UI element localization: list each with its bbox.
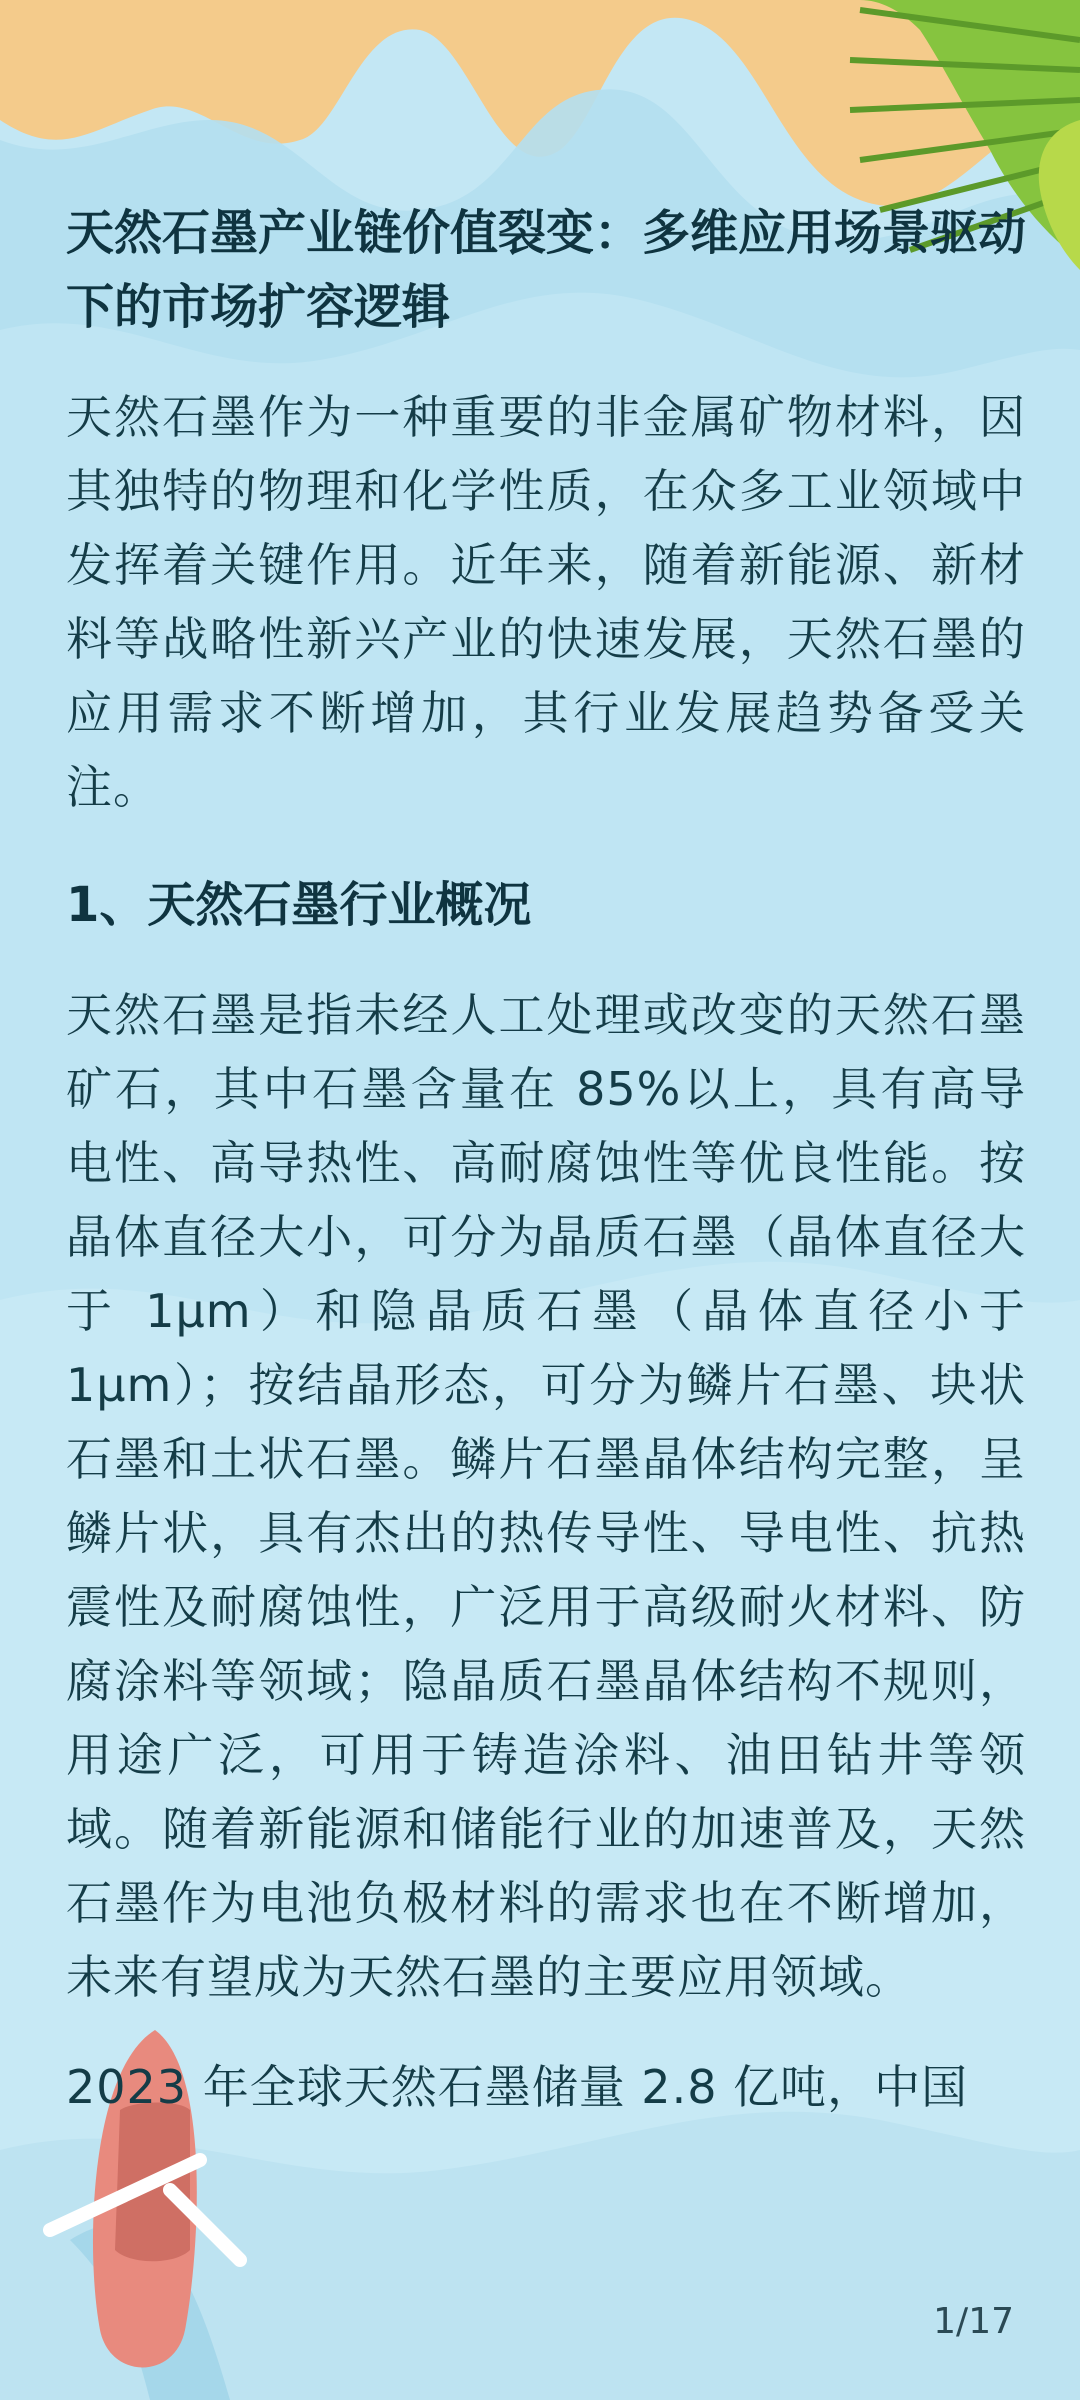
partial-paragraph: 2023 年全球天然石墨储量 2.8 亿吨，中国 (66, 2060, 969, 2114)
page-indicator: 1/17 (933, 2301, 1014, 2342)
section-heading: 1、天然石墨行业概况 (66, 877, 532, 933)
article-body (66, 196, 1026, 2124)
article-title: 天然石墨产业链价值裂变：多维应用场景驱动下的市场扩容逻辑 (66, 205, 1027, 335)
section-paragraph: 天然石墨是指未经人工处理或改变的天然石墨矿石，其中石墨含量在 85%以上，具有高导电性、高导热性、高耐腐蚀性等优良性能。按晶体直径大小，可分为晶质石墨（晶体直径大于 1μm）和隐晶质石墨（晶体直径小于 1μm）；按结晶形态，可分为鳞片石墨、块状石墨和土状石墨。鳞片石墨晶体结构完整，呈鳞片状，具有杰出的热传导性、导电性、抗热震性及耐腐蚀性，广泛用于高级耐火材料、防腐涂料等领域；隐晶质石墨晶体结构不规则，用途广泛，可用于铸造涂料、油田钻井等领域。随着新能源和储能行业的加速普及，天然石墨作为电池负极材料的需求也在不断增加，未来有望成为天然石墨的主要应用领域。 (66, 988, 1026, 2004)
intro-paragraph: 天然石墨作为一种重要的非金属矿物材料，因其独特的物理和化学性质，在众多工业领域中发挥着关键作用。近年来，随着新能源、新材料等战略性新兴产业的快速发展，天然石墨的应用需求不断增加，其行业发展趋势备受关注。 (66, 390, 1026, 814)
